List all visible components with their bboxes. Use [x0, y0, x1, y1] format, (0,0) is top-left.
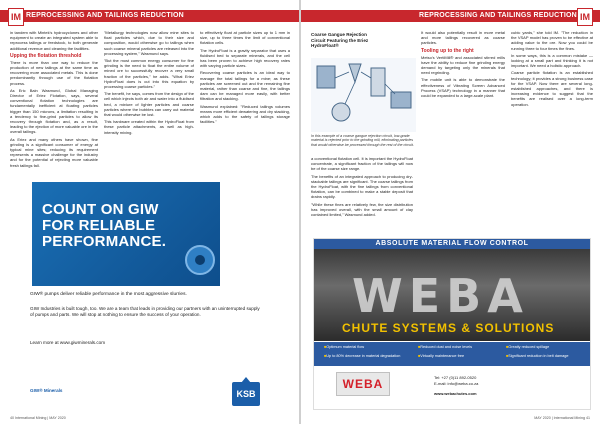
weba-bullet-panel [314, 342, 590, 366]
ksb-logo-icon [232, 382, 260, 406]
paragraph: Metso's VertiMill® and associated stirred mills have the ability to reduce fine grinding energy demand by targeting only the minerals that need regrinding. [421, 54, 505, 76]
paragraph: As Eriez and many others have shown, fine grinding is a significant consumer of energy at typical mine sites; reducing its requirement represents a massive challenge for the industry and for the potential of rejecting more valuable fresh tailings fall. [10, 136, 98, 168]
weba-ad-banner: ABSOLUTE MATERIAL FLOW CONTROL [314, 239, 590, 249]
subheading: Upping the flotation threshold [10, 52, 82, 59]
right-page-footer: MAY 2020 | International Mining 41 [534, 416, 590, 420]
giw-advertisement[interactable] [32, 182, 220, 286]
weba-advertisement[interactable] [313, 238, 591, 410]
circuit-diagram [311, 58, 416, 132]
subheading: Tooling up to the right [421, 47, 474, 54]
ksb-logo-text: KSB [236, 389, 256, 399]
pump-photo-icon [182, 234, 218, 282]
weba-bullet: ■ Virtually maintenance free [418, 354, 464, 359]
magazine-logo-icon: IM [8, 8, 24, 26]
paragraph: "Metallurgy technologies now allow mine sites to float particles which, due to their size and composition, would otherwise go to tailings when such coarse mineral particles are released into the processing system," Wasmund says. [104, 30, 194, 56]
paragraph: Recovering coarse particles is an ideal way to manage the total tailings for a mine; as these particles are screened out and the remaining fine material, rather than coarse and fine, the tailings dam can be managed more easily, with better filtration and stacking. [200, 70, 290, 102]
paragraph: to effectively float at particle sizes up to 1 mm in size, up to three times the limit of conventional flotation cells. [200, 30, 290, 46]
weba-hero-letters: WEBA [352, 269, 529, 323]
weba-email[interactable]: E-mail: info@weba.co.za [434, 381, 479, 386]
giw-ad-body: GIW Industries is built tough, too. We are a team that leads in providing our partners with an uninterrupted supply of pumps and parts. We will stop at nothing to ensure the success of your operation. [30, 306, 260, 317]
right-column-1 [311, 156, 413, 234]
giw-ad-tagline: GIW® pumps deliver reliable performance in the most aggressive slurries. [30, 292, 187, 297]
section-header-bar [0, 10, 299, 22]
weba-bullet: ■ Up to 80% decrease in material degradation [324, 354, 400, 359]
paragraph: In some ways, this is a common mistake — looking at a small part and thinking it is not important. We need a holistic approach. [511, 52, 593, 69]
paragraph: As Eric Bain Wasmund, Global Managing Director of Eriez Flotation, says, several conventional flotation technologies are fundamentally inefficient at floating particles bigger than 150 microns, a limitation resulting in a tendency to fine-grind particles to allow its recovery through flotation and, as a result, leading to the ejection of more valuable ore in the overall tailings. [10, 87, 98, 135]
circuit-figure [311, 32, 416, 154]
paragraph: Wasmund explained: "Reduced tailings volumes means more efficient dewatering and dry stacking, which adds to the safety of tailings storage facilities." [200, 103, 290, 125]
paragraph: The HydroFloat is a gravity separator that uses a fluidised bed to separate minerals, and the cell has been proven to achieve high recovery rates with varying particle sizes. [200, 47, 290, 69]
weba-phone: Tel: +27 (0)11 892-0520 [434, 375, 477, 380]
giw-headline-line-1: COUNT ON GIW [42, 201, 159, 218]
weba-website[interactable]: www.webachutes.com [434, 391, 477, 396]
paragraph: There is more than one way to reduce the production of new tailings at the same time as recovering more associated metals. This is done predominantly through use of the flotation process. [10, 59, 98, 86]
giw-headline-line-2: FOR RELIABLE [42, 217, 156, 234]
paragraph: The benefits of an integrated approach to producing dry-stackable tailings are significant. The coarse tailings from the HydroFloat, with the fine tailings from conventional flotation, can be combined to make a stable deposit that drains rapidly. [311, 173, 413, 200]
giw-ad-headline [42, 202, 166, 250]
figure-title: Coarse Gangue Rejection Circuit Featuring the Eriez HydroFloat® [311, 32, 369, 49]
giw-ad-url[interactable]: Learn more at www.giwminerals.com [30, 340, 106, 345]
giw-brand: GIW® Minerals [30, 388, 63, 393]
right-column-2 [421, 30, 505, 234]
weba-bullet: ■ Optimum material flow [324, 345, 364, 350]
weba-bullet: ■ Greatly reduced spillage [506, 345, 549, 350]
figure-caption: In this example of a coarse gangue rejection circuit, low-grade material is rejected prior to the grinding mill, eliminating particles that would otherwise be processed through the rest of the circuit. [311, 134, 414, 147]
left-column-3 [200, 30, 290, 180]
magazine-logo-icon: IM [577, 8, 593, 26]
weba-logo-icon: WEBA [336, 372, 390, 396]
paragraph: in tandem with Mintek's hydrocyclones and other equipment to create an integrated system able to reprocess tailings or feedstock, to both generate additional revenue and cleaning the facilities. [10, 30, 98, 51]
left-column-2 [104, 30, 194, 180]
weba-bullet: ■ Significant reduction in belt damage [506, 354, 568, 359]
paragraph: The mobile unit is able to demonstrate the effectiveness of Vibrating Screen Advanced Process (VSAP) technology in a manner that could be expanded to a large-scale plant. [421, 77, 505, 99]
paragraph: cubic yards," she told IM. "The reduction in the VSAP model has proven to be effective at adding value to the ore. Now you could be running three to four times the fines. [511, 30, 593, 51]
weba-tagline: CHUTE SYSTEMS & SOLUTIONS [342, 321, 555, 335]
paragraph: a conventional flotation cell. It is important the HydroFloat concentrate, a significant fraction of the tailings will now be of the coarse size range. [311, 156, 413, 172]
weba-bullet: ■ Reduced dust and noise levels [418, 345, 472, 350]
section-header-title: REPROCESSING AND TAILINGS REDUCTION [419, 12, 577, 19]
left-page-footer: 40 International Mining | MAY 2020 [10, 416, 66, 420]
right-column-3 [511, 30, 593, 234]
paragraph: "While these fines are relatively few, the size distribution has improved overall, with the small amount of clay contained limited," Wasmund added. [311, 201, 413, 218]
paragraph: This hardware created within the HydroFloat from these particle attachments, as well as high-intensity mixing. [104, 119, 194, 135]
left-column-1 [10, 30, 98, 180]
giw-headline-line-3: PERFORMANCE. [42, 233, 167, 250]
left-page [0, 0, 299, 424]
paragraph: "But the most common energy consumer for fine grinding is the need to float the entire volume of mined ore to successfully recover a very small fraction of the particles," he adds. "What Eriez HydroFloat does is cut into this equation by processing coarse particles." [104, 58, 194, 90]
paragraph: It would also potentially result in more metal and more tailings recovered as coarse particles. [421, 30, 505, 46]
section-header-title: REPROCESSING AND TAILINGS REDUCTION [26, 12, 184, 19]
section-header-bar [301, 10, 600, 22]
right-page [301, 0, 600, 424]
paragraph: Coarse particle flotation is an established technology; it provides a strong business case for the VSAP. Now there are several long-established approaches, and there is increasing evidence to suggest that the benefits are realised over a long-term operation. [511, 70, 593, 107]
paragraph: The benefit, he says, comes from the design of the cell which injects both air and water into a fluidised bed, a mixture of lighter particles and coarse particles where the bubbles can carry out material that would otherwise be lost. [104, 91, 194, 118]
